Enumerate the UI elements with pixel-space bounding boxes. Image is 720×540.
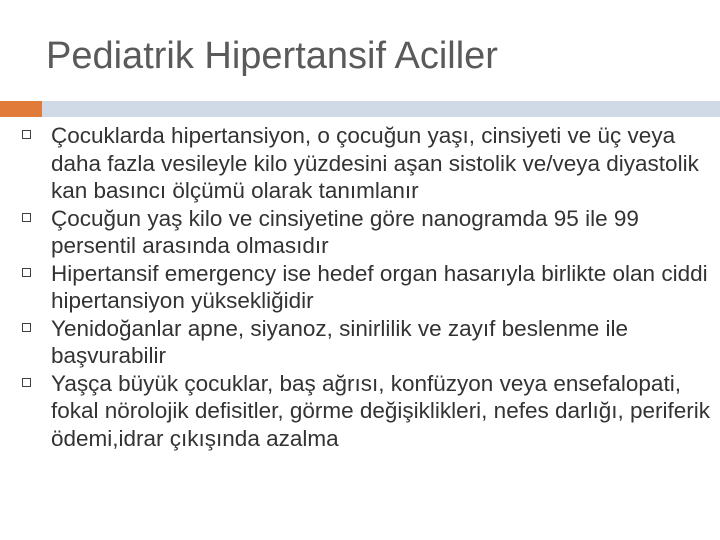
bullet-square-icon bbox=[22, 268, 31, 277]
bullet-text: Yaşça büyük çocuklar, baş ağrısı, konfüzyon veya ensefalopati, fokal nörolojik defisitler, görme değişiklikleri, nefes darlığı, periferik ödemi,idrar çıkışında azalma bbox=[51, 370, 711, 451]
bullet-list bbox=[22, 122, 712, 452]
bullet-square-icon bbox=[22, 378, 31, 387]
bullet-square-icon bbox=[22, 323, 31, 332]
accent-bar bbox=[0, 101, 42, 117]
bullet-square-icon bbox=[22, 130, 31, 139]
bullet-text: Çocuğun yaş kilo ve cinsiyetine göre nanogramda 95 ile 99 persentil arasında olmasıdır bbox=[51, 205, 639, 258]
bullet-text: Çocuklarda hipertansiyon, o çocuğun yaşı, cinsiyeti ve üç veya daha fazla vesileyle kilo yüzdesini aşan sistolik ve/veya diyastolik kan basıncı ölçümü olarak tanımlanır bbox=[51, 123, 699, 203]
bullet-text: Yenidoğanlar apne, siyanoz, sinirlilik ve zayıf beslenme ile başvurabilir bbox=[51, 315, 628, 368]
bullet-text: Hipertansif emergency ise hedef organ hasarıyla birlikte olan ciddi hipertansiyon yüksekliğidir bbox=[51, 260, 708, 313]
header-divider-bar bbox=[42, 101, 720, 117]
bullet-square-icon bbox=[22, 213, 31, 222]
list-item bbox=[22, 122, 712, 205]
list-item bbox=[22, 260, 712, 315]
list-item bbox=[22, 370, 712, 453]
list-item bbox=[22, 315, 712, 370]
slide-title: Pediatrik Hipertansif Aciller bbox=[46, 35, 498, 77]
list-item bbox=[22, 205, 712, 260]
